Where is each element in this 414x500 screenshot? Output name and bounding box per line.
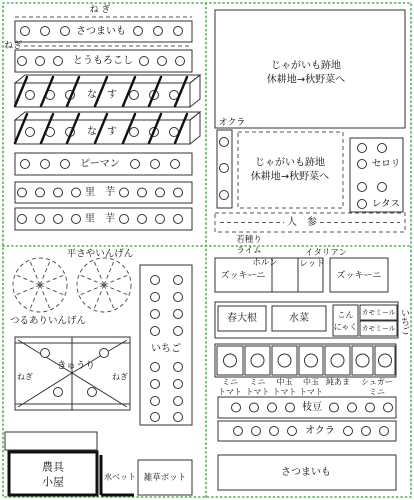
label-kyuuri: きゅうり (56, 360, 96, 372)
plant-marker (54, 188, 63, 197)
plant-marker (220, 164, 229, 173)
plant-marker (250, 403, 259, 412)
plant-marker (151, 380, 160, 389)
plant-marker (134, 27, 143, 36)
plant-marker (174, 327, 183, 336)
shed-roof (5, 432, 97, 450)
plant-marker (288, 427, 297, 436)
plant-marker (18, 57, 27, 66)
label-konnyaku-line1: こん (337, 310, 354, 320)
plant-marker (379, 354, 392, 367)
plant-marker (130, 91, 139, 100)
label-edamame: 枝豆 (302, 402, 322, 413)
bed-nasu-a-side (190, 75, 200, 107)
label-zucchini-c-line2: レッド (299, 259, 325, 269)
bed-nasu-b-side (190, 112, 200, 144)
bed-fallow-b (238, 132, 343, 208)
plant-marker (378, 183, 387, 192)
label-tomato-6-line1: シュガー (361, 377, 393, 387)
plant-marker (72, 215, 81, 224)
plant-marker (174, 380, 183, 389)
plant-marker (41, 27, 50, 36)
plant-marker (174, 363, 183, 372)
label-fallow-a-line2: 休耕地→秋野菜へ (266, 74, 346, 86)
label-satoimo-b: 里 芋 (85, 213, 115, 225)
plant-marker (151, 413, 160, 422)
plant-marker (21, 27, 30, 36)
plant-marker (174, 27, 183, 36)
plant-marker (100, 349, 109, 358)
plant-marker (36, 188, 45, 197)
bean-teepee-spokes (15, 260, 129, 310)
plant-marker (330, 403, 339, 412)
label-hirasaya-ingen: 平さやいんげん (66, 248, 134, 260)
plant-marker (171, 160, 180, 169)
label-satsumaimo-bottom: さつまいも (281, 467, 331, 478)
label-shed-line1: 農具 (42, 460, 64, 474)
label-weed-pot: 雑草ポット (143, 473, 187, 483)
label-negi-left: ねぎ (17, 372, 33, 382)
label-zucchini-a-line1: 若種り (236, 235, 262, 245)
plant-marker (174, 293, 183, 302)
label-shed-line2: 小屋 (42, 475, 64, 489)
plant-marker (151, 397, 160, 406)
plant-marker (61, 27, 70, 36)
label-ichigo-right: いちご (399, 308, 409, 335)
plant-marker (220, 191, 229, 200)
plant-marker (72, 188, 81, 197)
plant-marker (384, 403, 393, 412)
plant-marker (18, 215, 27, 224)
plant-marker (174, 215, 183, 224)
plant-marker (151, 160, 160, 169)
label-zucchini-a-line2: ライム (236, 246, 262, 256)
plant-marker (120, 215, 129, 224)
label-haru-daikon: 春大根 (227, 313, 257, 324)
plant-marker (151, 276, 160, 285)
plant-marker (88, 388, 97, 397)
label-lettuce: レタス (371, 198, 401, 210)
plant-marker (26, 128, 35, 137)
label-negi-side: ねぎ (3, 41, 23, 51)
plant-marker (61, 160, 70, 169)
label-tomato-2-line1: ミニ (249, 377, 266, 387)
label-tomato-4-line1: 中玉 (303, 377, 319, 387)
plant-marker (36, 215, 45, 224)
plant-marker (174, 188, 183, 197)
plant-marker (220, 138, 229, 147)
plant-marker (252, 427, 261, 436)
plant-marker (151, 293, 160, 302)
plant-marker (176, 57, 185, 66)
plant-marker (174, 310, 183, 319)
plant-marker (154, 27, 163, 36)
plant-marker (278, 354, 291, 367)
plant-marker (251, 354, 264, 367)
label-tsuruari-ingen: つるありいんげん (9, 315, 87, 327)
plant-marker (362, 427, 371, 436)
label-tomato-3-line1: 中玉 (276, 377, 293, 387)
plant-marker (232, 403, 241, 412)
plant-marker (138, 188, 147, 197)
label-zucchini-bed-a: ズッキーニ (220, 271, 266, 281)
label-tomato-2-line2: トマト (245, 387, 270, 397)
plant-marker (358, 183, 367, 192)
plant-marker (331, 354, 344, 367)
plant-marker (174, 397, 183, 406)
plant-marker (21, 160, 30, 169)
plant-marker (54, 57, 63, 66)
plant-marker (358, 200, 367, 209)
plant-marker (151, 327, 160, 336)
plant-marker (270, 427, 279, 436)
plant-marker (158, 57, 167, 66)
label-negi-top: ね ぎ (89, 5, 111, 15)
plant-marker (156, 215, 165, 224)
label-fallow-a-line1: じゃがいも跡地 (271, 60, 341, 72)
plant-marker (234, 427, 243, 436)
plant-marker (131, 160, 140, 169)
plant-marker (348, 403, 357, 412)
label-piman: ピーマン (80, 158, 120, 170)
label-konnyaku-line2: にゃく (333, 322, 358, 332)
plant-marker (380, 427, 389, 436)
plant-marker (344, 427, 353, 436)
plant-marker (356, 354, 369, 367)
tool-shed (9, 452, 97, 495)
label-nasu-b: な す (87, 126, 117, 138)
plant-marker (305, 354, 318, 367)
plant-marker (54, 215, 63, 224)
plant-marker (140, 57, 149, 66)
plant-marker (174, 413, 183, 422)
plant-marker (286, 403, 295, 412)
label-tomato-1-line2: トマト (218, 387, 242, 397)
label-zucchini-c-line1: イタリアン (304, 248, 348, 258)
plant-marker (366, 403, 375, 412)
label-satoimo-a: 里 芋 (85, 187, 115, 198)
label-chamomile-a: カモミール (361, 308, 396, 317)
label-water: 水ベット (104, 472, 136, 482)
plant-marker (41, 160, 50, 169)
label-tomato-1-line1: ミニ (222, 377, 238, 387)
label-tomato-4-line2: トマト (299, 387, 323, 397)
plant-marker (130, 128, 139, 137)
label-fallow-b-line1: じゃがいも跡地 (255, 157, 325, 169)
label-celery: セロリ (371, 158, 401, 170)
label-chamomile-b: カモミール (361, 324, 396, 333)
label-nasu-a: な す (87, 89, 117, 101)
label-okra: オクラ (305, 425, 335, 437)
label-toumorokoshi: とうもろこし (73, 55, 133, 67)
plant-marker (36, 57, 45, 66)
plant-marker (268, 403, 277, 412)
plant-marker (41, 349, 50, 358)
label-ichigo-left: いちご (151, 343, 181, 355)
plant-marker (156, 188, 165, 197)
plant-marker (26, 91, 35, 100)
plot-boundary (3, 3, 411, 497)
label-tomato-5-line1: 純あま (326, 377, 350, 387)
plant-marker (174, 276, 183, 285)
plant-marker (358, 160, 367, 169)
label-ninjin: 人 参 (287, 217, 317, 228)
label-mizuna: 水菜 (289, 313, 309, 324)
label-zucchini-b: ホルン (252, 258, 278, 268)
label-fallow-b-line2: 休耕地→秋野菜へ (250, 171, 330, 183)
plant-marker (138, 215, 147, 224)
plant-marker (18, 188, 27, 197)
plant-marker (151, 310, 160, 319)
label-negi-right: ねぎ (112, 372, 128, 382)
plant-marker (378, 144, 387, 153)
label-zucchini-bed-b: ズッキーニ (336, 271, 382, 281)
label-okra-narrow: オクラ (218, 118, 246, 128)
label-tomato-3-line2: トマト (272, 387, 297, 397)
label-satsumaimo-top: さつまいも (76, 26, 126, 37)
plant-marker (224, 354, 237, 367)
plant-marker (151, 363, 160, 372)
plant-marker (54, 388, 63, 397)
plant-marker (358, 144, 367, 153)
plant-marker (120, 188, 129, 197)
label-tomato-6-line2: ミニ (369, 387, 385, 397)
